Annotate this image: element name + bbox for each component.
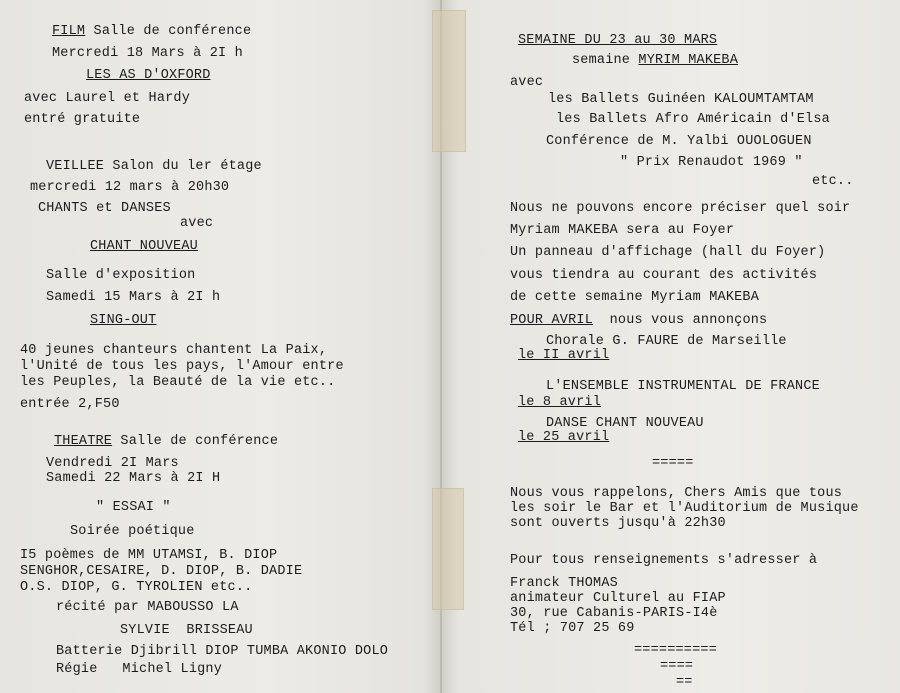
avril-label: POUR AVRIL — [510, 313, 594, 328]
prix-renaudot: " Prix Renaudot 1969 " — [620, 155, 803, 170]
tape-top — [432, 10, 466, 152]
film-entry: entré gratuite — [24, 112, 141, 127]
poems-2: SENGHOR,CESAIRE, D. DIOP, B. DADIE — [20, 564, 303, 579]
film-place: Salle de conférence — [85, 24, 252, 39]
etc: etc.. — [812, 174, 854, 189]
singout-text-1: 40 jeunes chanteurs chantent La Paix, — [20, 343, 328, 358]
contact-address: 30, rue Cabanis-PARIS-I4è — [510, 606, 718, 621]
para-3: Un panneau d'affichage (hall du Foyer) — [510, 245, 826, 260]
semaine-head: SEMAINE DU 23 au 30 MARS — [518, 33, 718, 48]
singout-text-2: l'Unité de tous les pays, l'Amour entre — [20, 359, 344, 374]
singout-text-3: les Peuples, la Beauté de la vie etc.. — [20, 375, 336, 390]
contact-role: animateur Culturel au FIAP — [510, 591, 726, 606]
ballets-2: les Ballets Afro Américain d'Elsa — [556, 112, 830, 127]
right-avec: avec — [510, 75, 544, 90]
soiree-poetique: Soirée poétique — [70, 524, 195, 539]
para-5: de cette semaine Myriam MAKEBA — [510, 290, 760, 305]
contact-phone: Tél ; 707 25 69 — [510, 621, 635, 636]
film-title: LES AS D'OXFORD — [86, 68, 211, 83]
theatre-label: THEATRE — [54, 434, 113, 449]
sing-out: SING-OUT — [90, 313, 157, 328]
semaine-name: MYRIM MAKEBA — [638, 53, 739, 68]
essai-title: " ESSAI " — [96, 500, 171, 515]
semaine-label: semaine — [572, 53, 639, 68]
rappel-1: Nous vous rappelons, Chers Amis que tous — [510, 486, 843, 501]
danse: DANSE CHANT NOUVEAU — [546, 416, 704, 431]
theatre-place: Salle de conférence — [112, 434, 279, 449]
theatre-date-2: Samedi 22 Mars à 2I H — [46, 471, 221, 486]
film-date: Mercredi 18 Mars à 2I h — [52, 46, 243, 61]
semaine-line — [572, 53, 738, 68]
separator-1: ===== — [652, 456, 694, 471]
film-line — [52, 24, 251, 39]
batterie-line: Batterie Djibrill DIOP TUMBA AKONIO DOLO — [56, 644, 389, 659]
tape-bottom — [432, 488, 464, 610]
veillee-line: VEILLEE Salon du ler étage — [46, 159, 262, 174]
regie-line: Régie Michel Ligny — [56, 662, 223, 677]
ballets-1: les Ballets Guinéen KALOUMTAMTAM — [548, 92, 814, 107]
chants-danses: CHANTS et DANSES — [38, 201, 171, 216]
veillee-date: mercredi 12 mars à 20h30 — [30, 180, 230, 195]
chorale: Chorale G. FAURE de Marseille — [546, 334, 787, 349]
ensemble-date: le 8 avril — [518, 395, 602, 410]
rappel-2: les soir le Bar et l'Auditorium de Musique — [510, 501, 859, 516]
para-1: Nous ne pouvons encore préciser quel soir — [510, 201, 851, 216]
ensemble: L'ENSEMBLE INSTRUMENTAL DE FRANCE — [546, 379, 820, 394]
para-4: vous tiendra au courant des activités — [510, 268, 818, 283]
avril-rest: nous vous annonçons — [593, 313, 768, 328]
info-line: Pour tous renseignements s'adresser à — [510, 553, 818, 568]
poems-1: I5 poèmes de MM UTAMSI, B. DIOP — [20, 548, 278, 563]
rappel-3: sont ouverts jusqu'à 22h30 — [510, 516, 726, 531]
theatre-line — [54, 434, 278, 449]
recite-line: récité par MABOUSSO LA — [56, 600, 239, 615]
danse-date: le 25 avril — [518, 430, 610, 445]
contact-name: Franck THOMAS — [510, 576, 618, 591]
poems-3: O.S. DIOP, G. TYROLIEN etc.. — [20, 580, 253, 595]
separator-2: ========== — [634, 643, 718, 658]
sylvie-line: SYLVIE BRISSEAU — [120, 623, 253, 638]
theatre-date-1: Vendredi 2I Mars — [46, 456, 179, 471]
avril-line — [510, 313, 767, 328]
chants-avec: avec — [180, 216, 214, 231]
conference: Conférence de M. Yalbi OUOLOGUEN — [546, 134, 812, 149]
chorale-date: le II avril — [518, 348, 610, 363]
separator-4: == — [676, 675, 693, 690]
para-2: Myriam MAKEBA sera au Foyer — [510, 223, 735, 238]
chant-nouveau: CHANT NOUVEAU — [90, 239, 198, 254]
film-with: avec Laurel et Hardy — [24, 91, 191, 106]
separator-3: ==== — [660, 659, 694, 674]
expo-place: Salle d'exposition — [46, 268, 196, 283]
film-label: FILM — [52, 24, 86, 39]
singout-entry: entrée 2,F50 — [20, 397, 120, 412]
expo-date: Samedi 15 Mars à 2I h — [46, 290, 221, 305]
